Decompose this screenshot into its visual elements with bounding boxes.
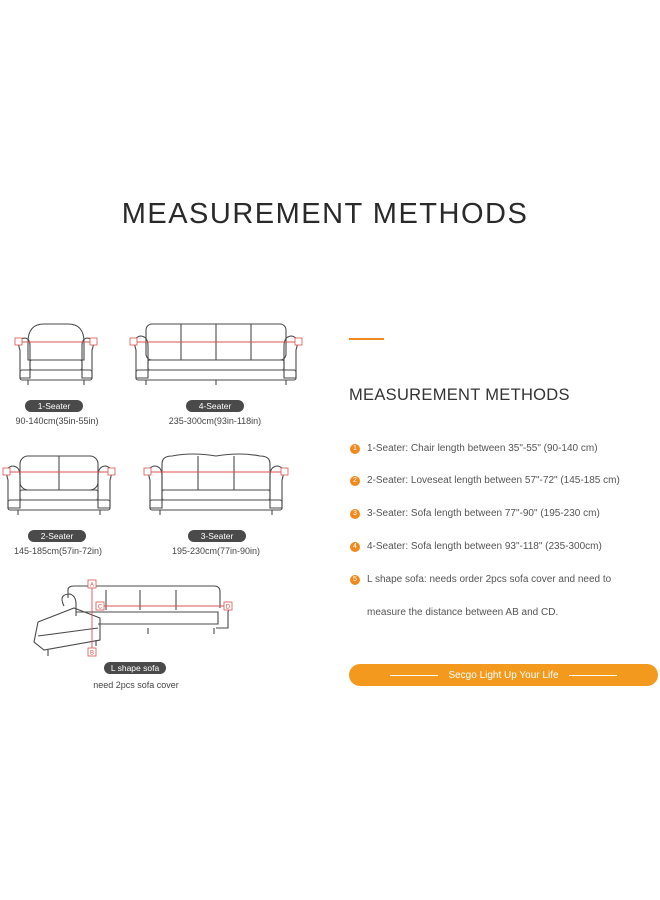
number-badge: 3 — [350, 509, 360, 519]
l-shape-label: L shape sofa — [104, 662, 166, 674]
one-seater-dimension: 90-140cm(35in-55in) — [15, 416, 99, 426]
four-seater-label: 4-Seater — [186, 400, 244, 412]
marker-a: A — [89, 582, 95, 589]
method-item-1 — [350, 443, 598, 454]
three-seater-sofa-illustration — [142, 450, 290, 518]
method-text: 1-Seater: Chair length between 35"-55" (90-140 cm) — [367, 443, 598, 454]
four-seater-sofa-illustration — [128, 320, 304, 388]
method-text: 4-Seater: Sofa length between 93"-118" (235-300cm) — [367, 541, 602, 552]
slogan-banner — [349, 664, 658, 686]
method-text: L shape sofa: needs order 2pcs sofa cover and need to — [367, 574, 612, 585]
page-title: MEASUREMENT METHODS — [121, 198, 529, 230]
marker-d: D — [225, 604, 231, 611]
l-shape-sofa-illustration — [28, 578, 238, 660]
one-seater-sofa-illustration — [14, 320, 98, 388]
accent-divider — [349, 338, 384, 340]
two-seater-label: 2-Seater — [28, 530, 86, 542]
l-shape-note: need 2pcs sofa cover — [93, 680, 179, 690]
banner-line-right — [569, 675, 617, 676]
method-item-2 — [350, 475, 620, 486]
method-item-4 — [350, 541, 602, 552]
number-badge: 5 — [350, 575, 360, 585]
four-seater-dimension: 235-300cm(93in-118in) — [168, 416, 262, 426]
number-badge: 4 — [350, 542, 360, 552]
marker-b: B — [89, 650, 95, 657]
three-seater-label: 3-Seater — [188, 530, 246, 542]
method-item-5-continuation: measure the distance between AB and CD. — [367, 607, 559, 618]
methods-title: MEASUREMENT METHODS — [349, 386, 570, 404]
method-item-5 — [350, 574, 611, 585]
method-text: 2-Seater: Loveseat length between 57"-72" (145-185 cm) — [367, 475, 620, 486]
method-item-3 — [350, 508, 600, 519]
two-seater-sofa-illustration — [2, 450, 116, 518]
number-badge: 2 — [350, 476, 360, 486]
method-text: 3-Seater: Sofa length between 77"-90" (195-230 cm) — [367, 508, 600, 519]
three-seater-dimension: 195-230cm(77in-90in) — [171, 546, 261, 556]
marker-c: C — [97, 604, 103, 611]
banner-text: Secgo Light Up Your Life — [448, 669, 559, 681]
banner-line-left — [390, 675, 438, 676]
one-seater-label: 1-Seater — [25, 400, 83, 412]
number-badge: 1 — [350, 444, 360, 454]
two-seater-dimension: 145-185cm(57in-72in) — [13, 546, 103, 556]
